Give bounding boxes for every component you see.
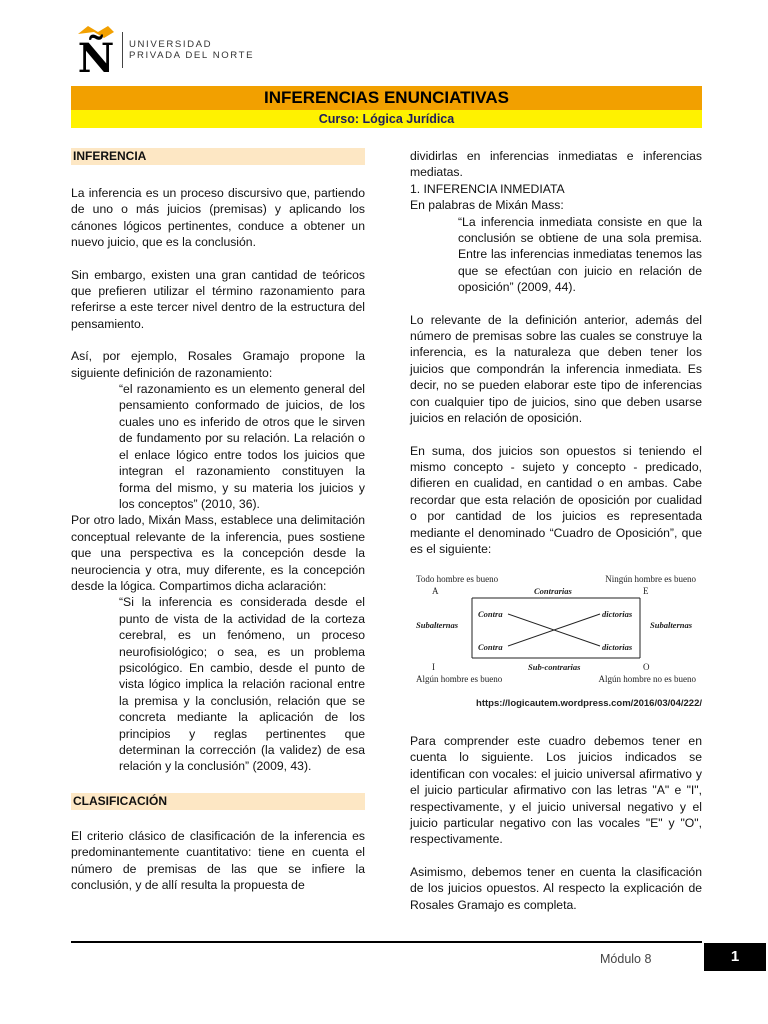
logo-letter: Ñ [77,35,115,76]
paragraph: El criterio clásico de clasificación de la inferencia es predominantemente cuantitativo: tiene en cuenta el número de premisas de las que se infiere la conclusión, y de allí resulta la propuesta de [71,828,365,893]
module-label: Módulo 8 [600,952,652,966]
subsection-heading: 1. INFERENCIA INMEDIATA [410,181,565,196]
diagram-vowel-a: A [432,586,439,596]
diagram-vowel-i: I [432,662,435,672]
page-title: INFERENCIAS ENUNCIATIVAS [71,86,702,110]
diagram-label-e-statement: Ningún hombre es bueno [605,574,696,584]
diagram-vowel-e: E [643,586,649,596]
section-heading-clasificacion: CLASIFICACIÓN [71,793,365,810]
paragraph: Así, por ejemplo, Rosales Gramajo propone la siguiente definición de razonamiento: [71,349,365,380]
page-number: 1 [704,943,766,971]
source-url: https://logicautem.wordpress.com/2016/03/04/222/ [476,698,702,709]
diagram-vowel-o: O [643,662,650,672]
block-quote: “La inferencia inmediata consiste en que la conclusión se obtiene de una sola premisa. Entre las inferencias inmediatas tenemos las que se efectúan con juicio en relación de oposición” (2009, 44). [458,214,702,295]
paragraph: Por otro lado, Mixán Mass, establece una delimitación conceptual relevante de la inferencia, pues sostiene que una perspectiva es la concepción desde la neurociencia y otra, muy diferente, es la concepción desde la lógica. Compartimos dicha aclaración: [71,513,365,593]
logo-mark-icon [74,24,118,76]
section-heading-inferencia: INFERENCIA [71,148,365,165]
paragraph: En suma, dos juicios son opuestos si teniendo el mismo concepto - sujeto y concepto - predicado, difieren en cualidad, en cantidad o en ambas. Cabe recordar que esta relación de oposición por cualidad o por cantidad de los juicios es representada mediante el denominado “Cuadro de Oposición”, que es el siguiente: [410,443,702,556]
footer-divider [71,941,702,943]
right-column-continued [410,733,702,913]
diagram-subcontrarias: Sub-contrarias [528,662,581,672]
university-line-1: UNIVERSIDAD [129,39,213,50]
square-of-opposition-diagram [410,572,702,690]
diagram-dictorias-bottom: dictorias [602,642,633,652]
course-subtitle: Curso: Lógica Jurídica [71,110,702,128]
paragraph: Asimismo, debemos tener en cuenta la clasificación de los juicios opuestos. Al respecto la explicación de Rosales Gramajo es completa. [410,864,702,912]
paragraph: La inferencia es un proceso discursivo que, partiendo de uno o más juicios (premisas) y aplicando los cánones lógicos pertinentes, conduce a obtener un nuevo juicio, que es la conclusión. [71,186,365,250]
paragraph: En palabras de Mixán Mass: [410,198,564,213]
block-quote: “Si la inferencia es considerada desde el punto de vista de la actividad de la corteza cerebral, es un fenómeno, un proceso neurofisiológico; o sea, es un problema psicológico. En cambio, desde el punto de vista lógico implica la relación racional entre la premisa y la conclusión, relación que se concreta mediante la aplicación de los principios y reglas pertinentes que determinan la corrección (la validez) de esa relación y la conclusión” (2009, 43). [119,595,365,774]
diagram-dictorias-top: dictorias [602,609,633,619]
university-name [129,39,254,61]
diagram-label-i-statement: Algún hombre es bueno [416,674,503,684]
paragraph: dividirlas en inferencias inmediatas e inferencias mediatas. [410,149,702,180]
university-line-2: PRIVADA DEL NORTE [129,50,255,61]
diagram-subalternas-right: Subalternas [650,620,693,630]
diagram-subalternas-left: Subalternas [416,620,459,630]
block-quote: “el razonamiento es un elemento general del pensamiento conformado de juicios, de los cuales uno es inferido de otros que le sirven de fundamento por su relación. La relación o el enlace lógico entre todos los juicios que integran el razonamiento constituyen la forma del mismo, y su materia los juicios y los conceptos” (2010, 36). [119,382,365,511]
diagram-contra-top: Contra [478,609,503,619]
paragraph: Para comprender este cuadro debemos tener en cuenta lo siguiente. Los juicios indicados se identifican con vocales: el juicio universal afirmativo y el juicio particular afirmativo con las letras "A" e "I", respectivamente, y el juicio universal negativo y el juicio particular negativo con las vocales "E" y "O", respectivamente. [410,734,702,847]
diagram-contrarias: Contrarias [534,586,572,596]
left-column [71,148,365,893]
right-column [410,148,702,557]
diagram-label-o-statement: Algún hombre no es bueno [598,674,696,684]
diagram-label-a-statement: Todo hombre es bueno [416,574,499,584]
university-logo [74,22,254,78]
logo-divider [122,32,123,68]
diagram-contra-bottom: Contra [478,642,503,652]
paragraph: Lo relevante de la definición anterior, además del número de premisas sobre las cuales se construye la inferencia, es la naturaleza que deben tener los juicios que compondrán la inferencia inmediata. Es decir, no se pueden elaborar este tipo de inferencias con cualquier tipo de juicios, sino que deben usarse juicios en relación de oposición. [410,312,702,426]
paragraph: Sin embargo, existen una gran cantidad de teóricos que prefieren utilizar el término razonamiento para referirse a este tercer nivel dentro de la estructura del pensamiento. [71,267,365,331]
